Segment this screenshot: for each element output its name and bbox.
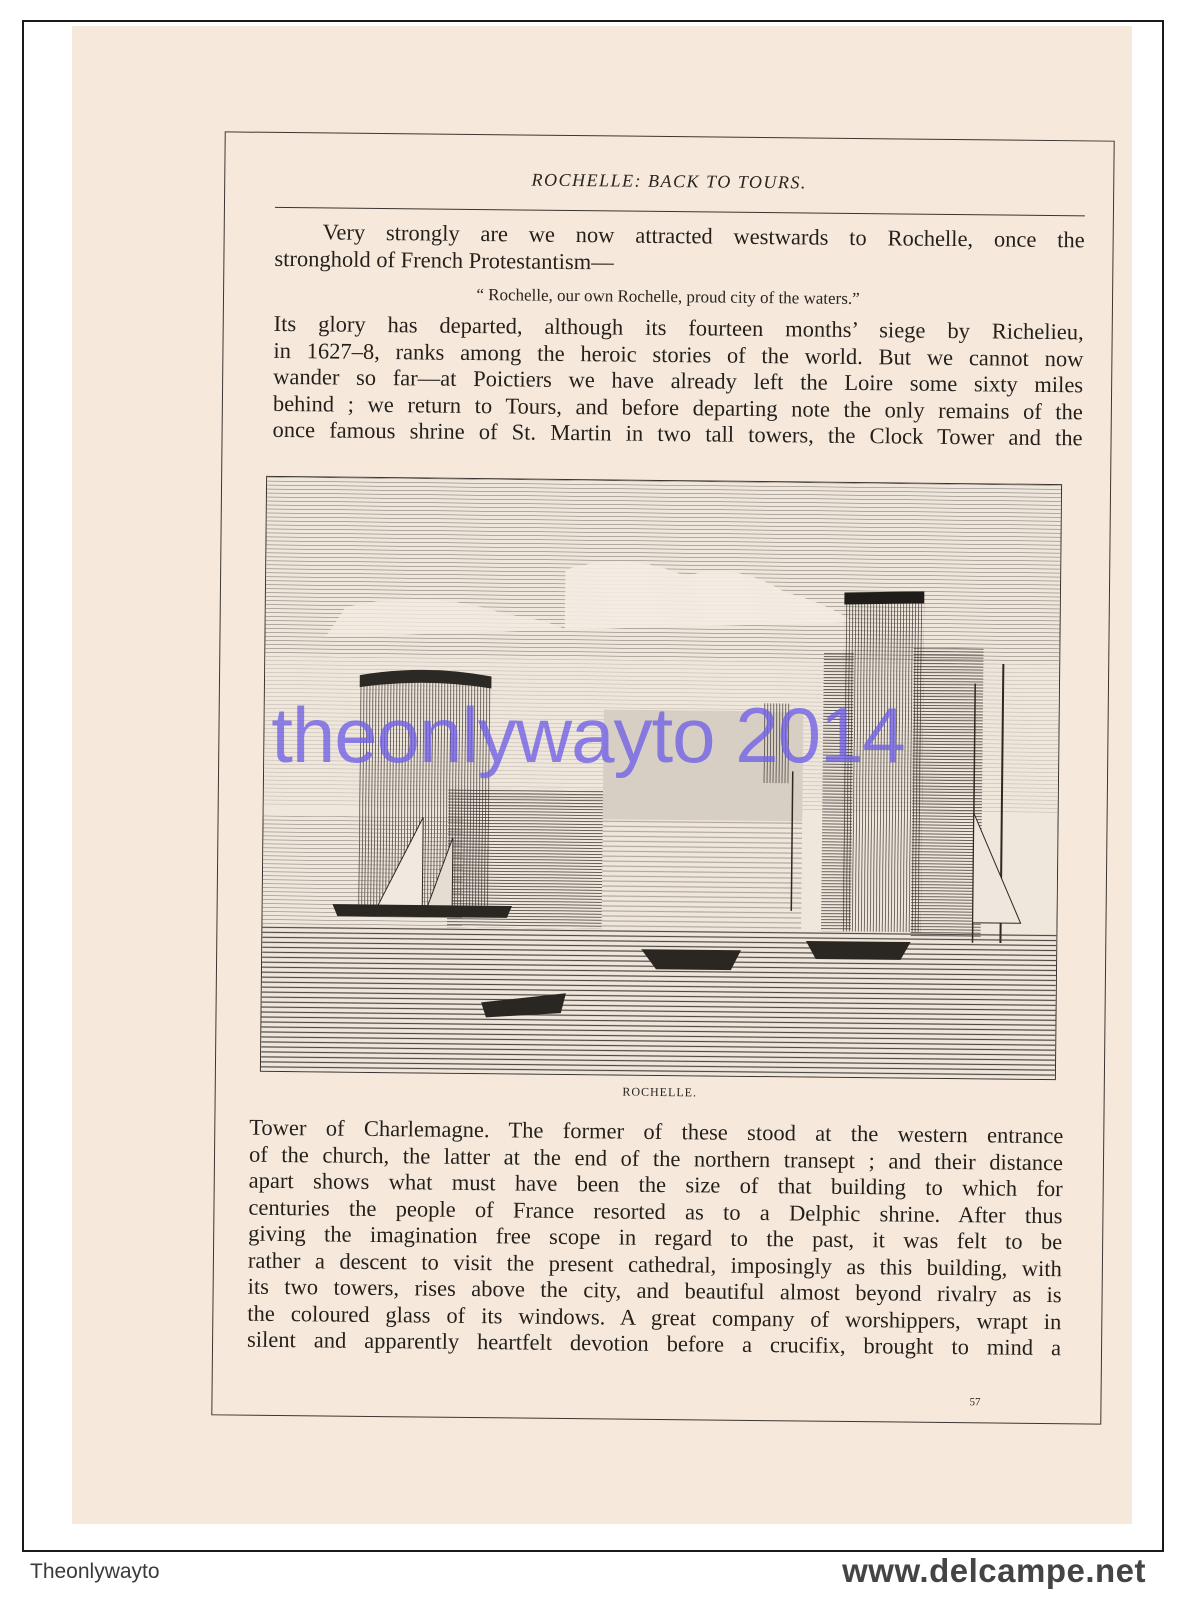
running-head: ROCHELLE: BACK TO TOURS. xyxy=(531,169,808,193)
page-number: 57 xyxy=(969,1396,981,1409)
text-line: rather a descent to visit the present cathedral, imposingly as this building, with xyxy=(247,1247,1063,1281)
text-line: stronghold of French Protestantism— xyxy=(274,245,614,274)
seller-name: Theonlywayto xyxy=(30,1560,160,1583)
figure-caption: ROCHELLE. xyxy=(622,1084,698,1100)
text-line: its two towers, rises above the city, and beautiful almost beyond rivalry as is xyxy=(247,1273,1062,1308)
text-line: Tower of Charlemagne. The former of these stood at the western entrance xyxy=(249,1114,1064,1149)
text-line: behind ; we return to Tours, and before departing note the only remains of the xyxy=(272,390,1083,424)
paragraph-charlemagne xyxy=(247,1115,1063,1362)
header-rule xyxy=(275,207,1085,216)
text-line: the coloured glass of its windows. A great company of worshippers, wrapt in xyxy=(247,1300,1062,1334)
text-line: silent and apparently heartfelt devotion before a crucifix, brought to mind a xyxy=(246,1326,1062,1361)
text-line: once famous shrine of St. Martin in two tall towers, the Clock Tower and the xyxy=(272,416,1083,451)
text-line: in 1627–8, ranks among the heroic stories of the world. But we cannot now xyxy=(273,337,1084,371)
text-line: Its glory has departed, although its fourteen months’ siege by Richelieu, xyxy=(273,310,1084,345)
paragraph-glory xyxy=(272,311,1083,452)
site-url: www.delcampe.net xyxy=(842,1552,1146,1589)
text-line: wander so far—at Poictiers we have already left the Loire some sixty miles xyxy=(273,363,1084,398)
text-line: Very strongly are we now attracted westwards to Rochelle, once the xyxy=(322,219,1085,253)
verse-quote: “ Rochelle, our own Rochelle, proud city of the waters.” xyxy=(476,285,860,309)
text-line: of the church, the latter at the end of the northern transept ; and their distance xyxy=(248,1141,1064,1175)
text-line: giving the imagination free scope in regard to the past, it was felt to be xyxy=(248,1220,1063,1255)
text-line: apart shows what must have been the size of that building to which for xyxy=(248,1167,1063,1202)
text-line: centuries the people of France resorted as to a Delphic shrine. After thus xyxy=(248,1194,1063,1228)
watermark: theonlywayto 2014 xyxy=(271,691,905,779)
paragraph-intro xyxy=(274,219,1085,280)
